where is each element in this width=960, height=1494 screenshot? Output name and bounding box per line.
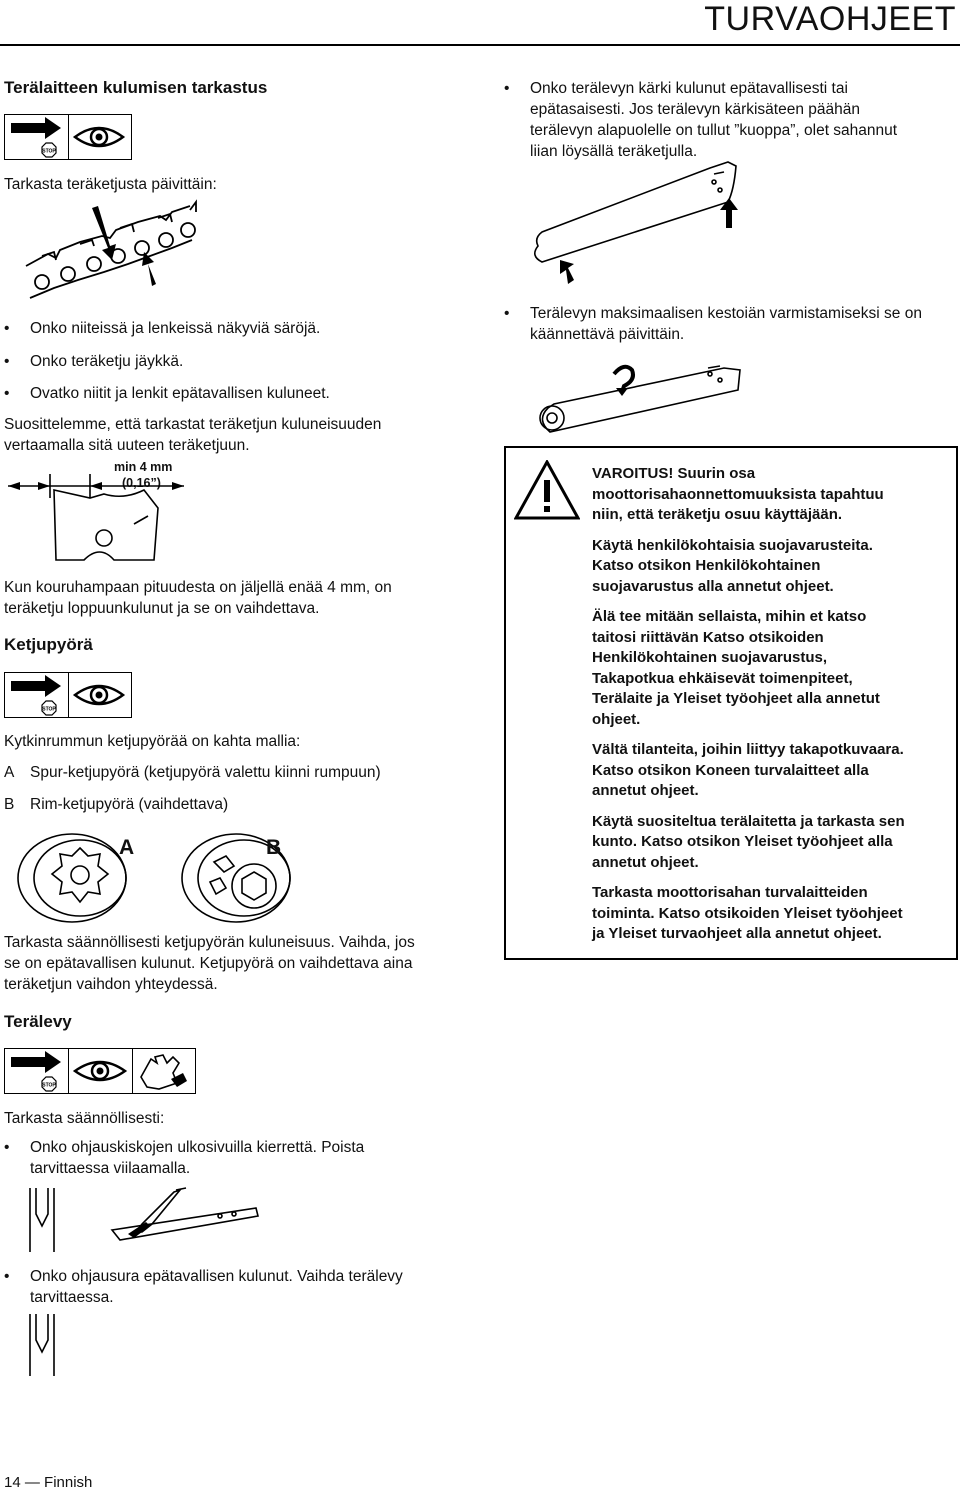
list-item: • Ovatko niitit ja lenkit epätavallisen kuluneet. bbox=[30, 383, 330, 404]
warning-p5-line: kunto. Katso otsikon Yleiset työohjeet alla bbox=[592, 833, 893, 850]
svg-text:STOP: STOP bbox=[42, 148, 56, 155]
list-item: • Onko niiteissä ja lenkeissä näkyviä säröjä. bbox=[30, 318, 320, 339]
section-heading-guide-bar: Terälevy bbox=[4, 1012, 72, 1031]
list-item: • Terälevyn maksimaalisen kestoiän varmistamiseksi se on bbox=[530, 303, 922, 324]
sprocket-check-line-3: teräketjun vaihdon yhteydessä. bbox=[4, 976, 218, 993]
section-heading-chain-wear: Terälaitteen kulumisen tarkastus bbox=[4, 78, 268, 97]
warning-p2-line: suojavarustus alla annetut ohjeet. bbox=[592, 577, 834, 595]
wear-line-1: Kun kouruhampaan pituudesta on jäljellä enää 4 mm, on bbox=[4, 579, 392, 596]
sprocket-type-b-letter: B bbox=[4, 796, 15, 813]
sprocket-illustrations bbox=[14, 826, 304, 924]
warning-p3-line: Henkilökohtainen suojavarustus, bbox=[592, 649, 828, 666]
stop-engine-icon bbox=[5, 115, 69, 159]
sprocket-intro: Kytkinrummun ketjupyörää on kahta mallia: bbox=[4, 733, 301, 750]
warning-p3-line: Terälaite ja Yleiset työohjeet alla annetut bbox=[592, 690, 880, 707]
svg-text:STOP: STOP bbox=[42, 706, 56, 713]
warning-p4-line: Vältä tilanteita, joihin liittyy takapotkuvaara. bbox=[592, 741, 904, 758]
list-item: • Onko terälevyn kärki kulunut epätavallisesti tai bbox=[530, 78, 848, 99]
warning-p6-line: toiminta. Katso otsikoiden Yleiset työohjeet bbox=[592, 904, 903, 922]
warning-p3-line: Takapotkua ehkäisevät toimenpiteet, bbox=[592, 669, 853, 687]
warning-p1-line: VAROITUS! Suurin osa bbox=[592, 465, 756, 482]
bar-check-intro: Tarkasta säännöllisesti: bbox=[4, 1110, 165, 1127]
page-footer bbox=[4, 1474, 92, 1491]
warning-p4-line: Katso otsikon Koneen turvalaitteet alla bbox=[592, 761, 869, 779]
warning-p6-line: Tarkasta moottorisahan turvalaitteiden bbox=[592, 884, 868, 901]
list-item: • Onko ohjauskiskojen ulkosivuilla kierrettä. Poista bbox=[30, 1137, 364, 1158]
warning-p5-line: Käytä suositeltua terälaitetta ja tarkasta sen bbox=[592, 812, 905, 830]
warning-box bbox=[504, 446, 958, 960]
warning-p2-line: Käytä henkilökohtaisia suojavarusteita. bbox=[592, 536, 873, 554]
icon-box-sprocket-check bbox=[4, 672, 132, 718]
recommend-line-1: Suosittelemme, että tarkastat teräketjun kuluneisuuden bbox=[4, 416, 382, 433]
wear-line-2: teräketju loppuunkulunut ja se on vaihdettava. bbox=[4, 600, 320, 617]
sprocket-check-line-1: Tarkasta säännöllisesti ketjupyörän kuluneisuus. Vaihda, jos bbox=[4, 934, 415, 951]
icon-box-chain-check bbox=[4, 114, 132, 160]
warning-p6-line: ja Yleiset turvaohjeet alla annetut ohjeet. bbox=[592, 925, 882, 942]
cutter-tooth-illustration bbox=[4, 464, 194, 574]
sprocket-label-b: B bbox=[266, 836, 282, 859]
warning-p1-line: moottorisahaonnettomuuksista tapahtuu bbox=[592, 485, 884, 503]
list-item-continued: liian löysällä teräketjulla. bbox=[530, 143, 698, 160]
eye-inspect-icon bbox=[69, 673, 131, 717]
tooth-min-inches: (0,16”) bbox=[122, 476, 161, 490]
icon-box-bar-check bbox=[4, 1048, 196, 1094]
warning-p3-line: Älä tee mitään sellaista, mihin et katso bbox=[592, 608, 867, 625]
chain-check-intro: Tarkasta teräketjusta päivittäin: bbox=[4, 176, 217, 193]
saw-chain-illustration bbox=[20, 198, 210, 310]
bar-groove-illustration bbox=[24, 1312, 64, 1378]
recommend-line-2: vertaamalla sitä uuteen teräketjuun. bbox=[4, 437, 250, 454]
header-rule bbox=[0, 44, 960, 46]
warning-p3-line: taitosi riittävän Katso otsikoiden bbox=[592, 628, 824, 646]
list-item-continued: terälevyn alapuolelle on tullut ”kuoppa”, olet sahannut bbox=[530, 122, 898, 139]
tooth-min-label: min 4 mm bbox=[114, 460, 173, 474]
sprocket-type-a-letter: A bbox=[4, 764, 15, 781]
stop-engine-icon bbox=[5, 1049, 69, 1093]
section-heading-sprocket: Ketjupyörä bbox=[4, 635, 93, 654]
footer-dash: — bbox=[24, 1474, 40, 1491]
list-item: • Onko ohjausura epätavallisen kulunut. Vaihda terälevy bbox=[30, 1266, 403, 1287]
sprocket-label-a: A bbox=[119, 836, 135, 859]
warning-p5-line: annetut ohjeet. bbox=[592, 853, 699, 871]
list-item-continued: epätasaisesti. Jos terälevyn kärkisäteen päähän bbox=[530, 101, 861, 118]
stop-engine-icon bbox=[5, 673, 69, 717]
warning-p2-line: Katso otsikon Henkilökohtainen bbox=[592, 557, 821, 574]
footer-language: Finnish bbox=[44, 1474, 93, 1491]
warning-triangle-icon bbox=[514, 460, 580, 520]
list-item-continued: käännettävä päivittäin. bbox=[530, 326, 685, 343]
sprocket-check-line-2: se on epätavallisen kulunut. Ketjupyörä on vaihdettava aina bbox=[4, 955, 413, 972]
svg-text:STOP: STOP bbox=[42, 1082, 56, 1089]
warning-p4-line: annetut ohjeet. bbox=[592, 782, 699, 799]
bar-rail-filing-illustration bbox=[24, 1186, 264, 1256]
warning-text bbox=[592, 464, 905, 945]
eye-inspect-icon bbox=[69, 115, 131, 159]
list-item-continued: tarvittaessa. bbox=[30, 1289, 114, 1306]
sprocket-type-a-text: Spur-ketjupyörä (ketjupyörä valettu kiinni rumpuun) bbox=[30, 764, 381, 781]
bar-turn-illustration bbox=[528, 352, 758, 438]
page-title: TURVAOHJEET bbox=[704, 0, 956, 38]
warning-p1-line: niin, että teräketju osuu käyttäjään. bbox=[592, 506, 843, 523]
glove-icon bbox=[133, 1049, 193, 1093]
warning-p3-line: ohjeet. bbox=[592, 710, 641, 728]
eye-inspect-icon bbox=[69, 1049, 133, 1093]
sprocket-type-b-text: Rim-ketjupyörä (vaihdettava) bbox=[30, 796, 229, 813]
list-item-continued: tarvittaessa viilaamalla. bbox=[30, 1160, 191, 1177]
bar-tip-wear-illustration bbox=[528, 160, 768, 290]
list-item: • Onko teräketju jäykkä. bbox=[30, 351, 183, 372]
page-number: 14 bbox=[4, 1474, 21, 1491]
